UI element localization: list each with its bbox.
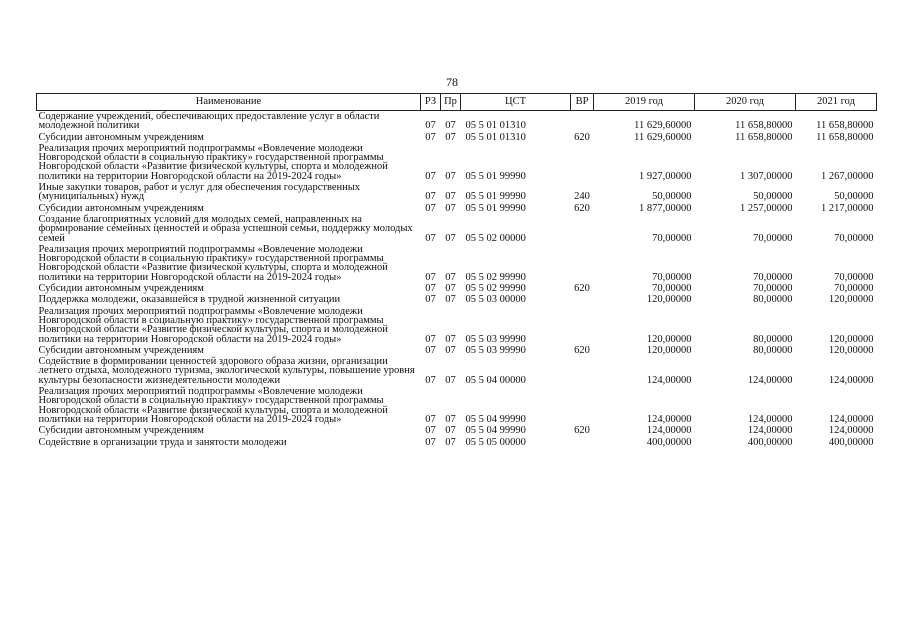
cell-pr: 07	[445, 374, 456, 386]
cell-vr: 240	[574, 191, 590, 203]
cell-2019: 1 927,00000	[639, 170, 692, 182]
cell-cst: 05 5 03 00000	[465, 294, 526, 306]
cell-rz: 07	[425, 283, 436, 295]
cell-rz: 07	[425, 374, 436, 386]
cell-2021: 70,00000	[834, 283, 874, 295]
cell-rz: 07	[425, 413, 436, 425]
cell-cst: 05 5 01 01310	[465, 131, 526, 143]
table-row	[37, 345, 877, 356]
cell-pr: 07	[445, 344, 456, 356]
cell-2021: 70,00000	[834, 271, 874, 283]
cell-pr: 07	[445, 170, 456, 182]
cell-name: Содействие в формировании ценностей здорового образа жизни, организации летнего отдыха, молодежного туризма, экологической культуры, повышение уровня культуры безопасности жизнедеятельности молодежи	[38, 356, 415, 386]
cell-2019: 120,00000	[646, 294, 692, 306]
cell-cst: 05 5 01 99990	[465, 202, 526, 214]
cell-2021: 120,00000	[828, 294, 874, 306]
cell-2020: 80,00000	[753, 294, 793, 306]
cell-2019: 124,00000	[646, 374, 692, 386]
cell-name: Содействие в организации труда и занятости молодежи	[38, 436, 287, 448]
cell-cst: 05 5 04 99990	[465, 413, 526, 425]
cell-name: Иные закупки товаров, работ и услуг для обеспечения государственных (муниципальных) нужд	[38, 182, 361, 203]
cell-rz: 07	[425, 344, 436, 356]
cell-2021: 1 267,00000	[821, 170, 874, 182]
cell-cst: 05 5 01 99990	[465, 191, 526, 203]
table-row	[37, 132, 877, 143]
cell-rz: 07	[425, 333, 436, 345]
table-row	[37, 283, 877, 294]
cell-2021: 11 658,80000	[816, 131, 874, 143]
cell-cst: 05 5 04 99990	[465, 425, 526, 437]
cell-2020: 11 658,80000	[735, 120, 793, 132]
cell-2019: 124,00000	[646, 413, 692, 425]
cell-2021: 124,00000	[828, 425, 874, 437]
cell-pr: 07	[445, 333, 456, 345]
cell-2020: 124,00000	[747, 413, 793, 425]
cell-cst: 05 5 03 99990	[465, 344, 526, 356]
table-row	[37, 306, 877, 345]
cell-pr: 07	[445, 436, 456, 448]
cell-pr: 07	[445, 191, 456, 203]
cell-rz: 07	[425, 425, 436, 437]
cell-2020: 80,00000	[753, 333, 793, 345]
cell-name: Субсидии автономным учреждениям	[38, 131, 204, 143]
cell-name: Субсидии автономным учреждениям	[38, 344, 204, 356]
cell-2020: 70,00000	[753, 232, 793, 244]
cell-2019: 1 877,00000	[639, 202, 692, 214]
cell-rz: 07	[425, 170, 436, 182]
cell-2020: 124,00000	[747, 374, 793, 386]
cell-2019: 70,00000	[652, 232, 692, 244]
table-row	[37, 425, 877, 436]
cell-vr	[571, 356, 594, 386]
cell-2020: 50,00000	[753, 191, 793, 203]
cell-vr	[571, 386, 594, 425]
table-row	[37, 214, 877, 244]
page-number: 78	[446, 75, 458, 89]
cell-2020: 80,00000	[753, 344, 793, 356]
cell-name: Реализация прочих мероприятий подпрограммы «Вовлечение молодежи Новгородской области в социальную практику» государственной программы Новгородской области «Развитие физической культуры, спорта и молодежной политики на территории Новгородской области на 2019-2024 годы»	[38, 243, 388, 283]
table-row	[37, 203, 877, 214]
cell-rz: 07	[425, 131, 436, 143]
cell-2021: 70,00000	[834, 232, 874, 244]
cell-name: Реализация прочих мероприятий подпрограммы «Вовлечение молодежи Новгородской области в социальную практику» государственной программы Новгородской области «Развитие физической культуры, спорта и молодежной политики на территории Новгородской области на 2019-2024 годы»	[38, 386, 388, 425]
cell-2021: 124,00000	[828, 413, 874, 425]
cell-pr: 07	[445, 294, 456, 306]
cell-cst: 05 5 01 01310	[465, 120, 526, 132]
cell-vr	[571, 306, 594, 345]
cell-vr: 620	[574, 202, 590, 214]
table-row	[37, 143, 877, 182]
cell-2019: 120,00000	[646, 344, 692, 356]
header-2021: 2021 год	[796, 94, 877, 111]
table-row	[37, 111, 877, 132]
cell-rz: 07	[425, 232, 436, 244]
table-header-row	[37, 94, 877, 111]
cell-2020: 400,00000	[747, 436, 793, 448]
cell-2020: 70,00000	[753, 283, 793, 295]
cell-name: Реализация прочих мероприятий подпрограммы «Вовлечение молодежи Новгородской области в социальную практику» государственной программы Новгородской области «Развитие физической культуры, спорта и молодежной политики на территории Новгородской области на 2019-2024 годы»	[38, 305, 388, 345]
cell-vr: 620	[574, 131, 590, 143]
cell-2021: 120,00000	[828, 344, 874, 356]
cell-cst: 05 5 02 99990	[465, 283, 526, 295]
cell-2019: 70,00000	[652, 271, 692, 283]
header-2019: 2019 год	[594, 94, 695, 111]
header-pr: Пр	[441, 94, 461, 111]
cell-2020: 124,00000	[747, 425, 793, 437]
cell-vr	[571, 214, 594, 244]
cell-2019: 11 629,60000	[634, 131, 692, 143]
cell-pr: 07	[445, 120, 456, 132]
cell-pr: 07	[445, 131, 456, 143]
cell-pr: 07	[445, 425, 456, 437]
cell-rz: 07	[425, 294, 436, 306]
budget-table	[36, 93, 877, 448]
cell-pr: 07	[445, 202, 456, 214]
cell-vr	[571, 143, 594, 182]
cell-2019: 50,00000	[652, 191, 692, 203]
cell-rz: 07	[425, 436, 436, 448]
cell-cst: 05 5 01 99990	[465, 170, 526, 182]
cell-2019: 400,00000	[646, 436, 692, 448]
table-row	[37, 437, 877, 448]
cell-cst: 05 5 02 99990	[465, 271, 526, 283]
header-cst: ЦСТ	[461, 94, 571, 111]
cell-2021: 120,00000	[828, 333, 874, 345]
cell-name: Субсидии автономным учреждениям	[38, 283, 204, 295]
cell-cst: 05 5 04 00000	[465, 374, 526, 386]
cell-cst: 05 5 02 00000	[465, 232, 526, 244]
cell-2021: 11 658,80000	[816, 120, 874, 132]
cell-cst: 05 5 03 99990	[465, 333, 526, 345]
cell-vr: 620	[574, 283, 590, 295]
cell-vr: 620	[574, 425, 590, 437]
cell-2019: 120,00000	[646, 333, 692, 345]
cell-pr: 07	[445, 413, 456, 425]
cell-name: Создание благоприятных условий для молодых семей, направленных на формирование семейных ценностей и образа успешной семьи, поддержку молодых семей	[38, 213, 413, 244]
cell-name: Содержание учреждений, обеспечивающих предоставление услуг в области молодежной политики	[38, 111, 380, 132]
cell-2020: 11 658,80000	[735, 131, 793, 143]
cell-name: Субсидии автономным учреждениям	[38, 425, 204, 437]
cell-rz: 07	[425, 271, 436, 283]
header-vr: ВР	[571, 94, 594, 111]
cell-vr	[571, 437, 594, 448]
cell-pr: 07	[445, 283, 456, 295]
cell-2021: 400,00000	[828, 436, 874, 448]
table-row	[37, 182, 877, 203]
cell-2019: 124,00000	[646, 425, 692, 437]
cell-rz: 07	[425, 191, 436, 203]
cell-2020: 1 307,00000	[740, 170, 793, 182]
cell-pr: 07	[445, 271, 456, 283]
cell-name: Реализация прочих мероприятий подпрограммы «Вовлечение молодежи Новгородской области в социальную практику» государственной программы Новгородской области «Развитие физической культуры, спорта и молодежной политики на территории Новгородской области на 2019-2024 годы»	[38, 142, 388, 182]
cell-vr	[571, 244, 594, 283]
cell-2019: 70,00000	[652, 283, 692, 295]
table-row	[37, 294, 877, 305]
table-row	[37, 386, 877, 425]
header-2020: 2020 год	[695, 94, 796, 111]
header-rz: РЗ	[421, 94, 441, 111]
table-row	[37, 244, 877, 283]
cell-name: Поддержка молодежи, оказавшейся в трудной жизненной ситуации	[38, 294, 341, 306]
table-row	[37, 356, 877, 386]
cell-2021: 50,00000	[834, 191, 874, 203]
header-name: Наименование	[37, 94, 421, 111]
cell-vr: 620	[574, 344, 590, 356]
cell-cst: 05 5 05 00000	[465, 436, 526, 448]
cell-rz: 07	[425, 202, 436, 214]
cell-2019: 11 629,60000	[634, 120, 692, 132]
cell-2021: 1 217,00000	[821, 202, 874, 214]
cell-2020: 1 257,00000	[740, 202, 793, 214]
cell-vr	[571, 294, 594, 305]
cell-2021: 124,00000	[828, 374, 874, 386]
cell-name: Субсидии автономным учреждениям	[38, 202, 204, 214]
cell-rz: 07	[425, 120, 436, 132]
cell-pr: 07	[445, 232, 456, 244]
cell-2020: 70,00000	[753, 271, 793, 283]
cell-vr	[571, 111, 594, 132]
